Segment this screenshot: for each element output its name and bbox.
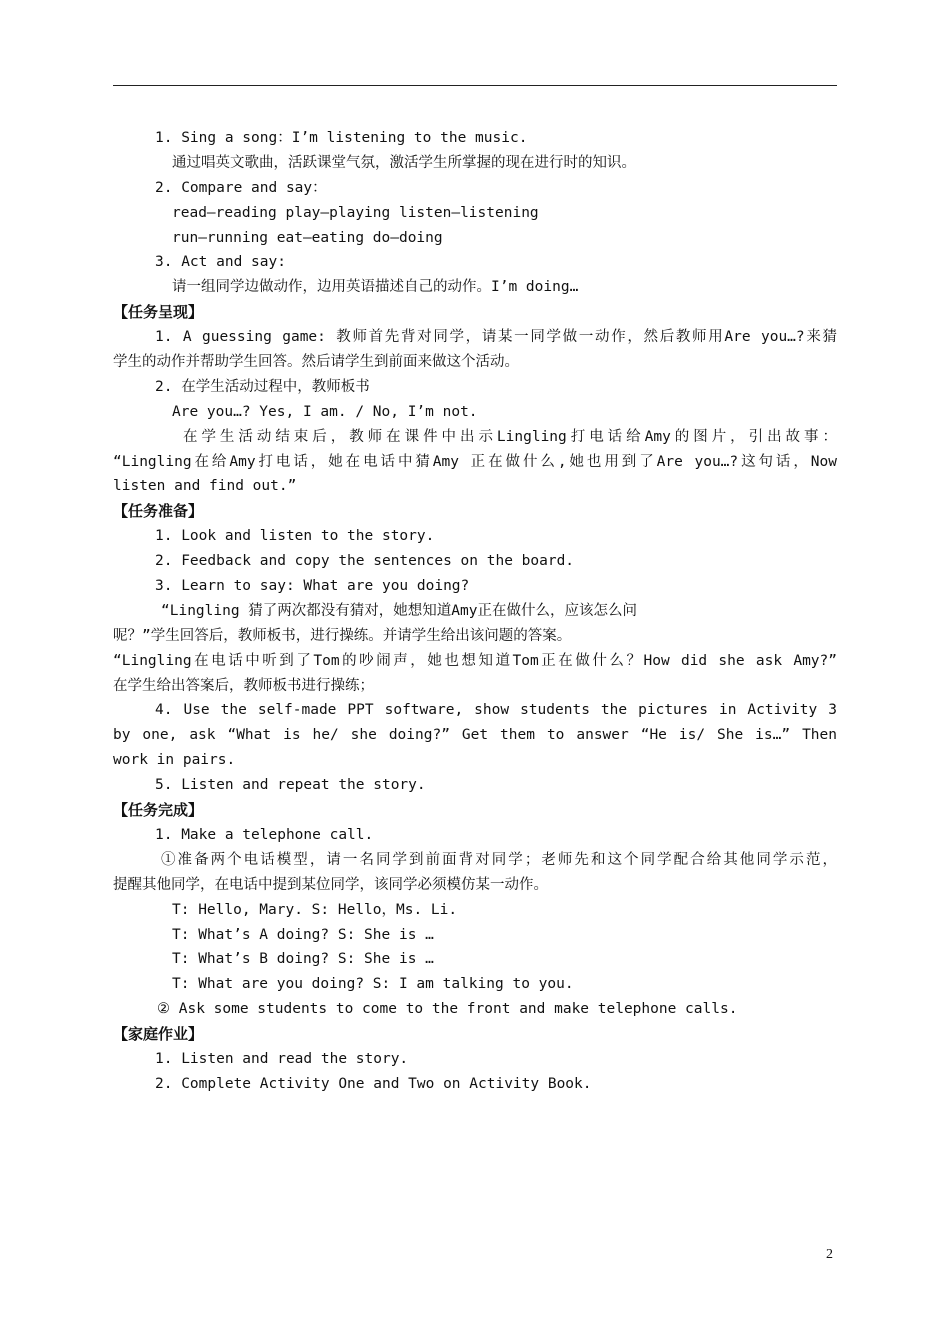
text-line: 通过唱英文歌曲，活跃课堂气氛，激活学生所掌握的现在进行时的知识。 (172, 154, 636, 171)
text-line: 请一组同学边做动作，边用英语描述自己的动作。I’m doing… (172, 279, 579, 296)
text-line: ② Ask some students to come to the front and make telephone calls. (157, 1001, 738, 1018)
header-rule (113, 85, 837, 86)
text-line: “Lingling在电话中听到了Tom的吵闹声，她也想知道Tom正在做什么？How did she ask Amy?” (113, 652, 837, 669)
text-line: run—running eat—eating do—doing (172, 229, 443, 246)
section-heading: 【任务准备】 (113, 502, 204, 521)
text-line: 1. Look and listen to the story. (155, 528, 435, 545)
text-line: 2. Complete Activity One and Two on Activity Book. (155, 1075, 592, 1092)
text-line: work in pairs. (113, 752, 236, 769)
text-line: 2. Compare and say： (155, 179, 327, 196)
text-line: 1. Make a telephone call. (155, 826, 374, 843)
text-line: 3. Act and say: (155, 254, 286, 271)
text-line: 3. Learn to say: What are you doing? (155, 578, 470, 595)
section-heading: 【家庭作业】 (113, 1025, 204, 1044)
text-line: 2. 在学生活动过程中，教师板书 (155, 378, 370, 395)
text-line: T: Hello, Mary. S: Hello，Ms. Li. (172, 901, 458, 918)
text-line: listen and find out.” (113, 478, 297, 495)
text-line: ①准备两个电话模型，请一名同学到前面背对同学；老师先和这个同学配合给其他同学示范， (161, 851, 837, 868)
page-number: 2 (826, 1247, 833, 1262)
text-line: 在学生活动结束后，教师在课件中出示Lingling打电话给Amy的图片，引出故事： (183, 428, 837, 445)
text-line: 呢？”学生回答后，教师板书，进行操练。并请学生给出该问题的答案。 (113, 627, 572, 644)
text-line: T: What’s A doing? S: She is … (172, 926, 434, 943)
section-heading: 【任务完成】 (113, 801, 204, 820)
text-line: 2. Feedback and copy the sentences on the board. (155, 553, 575, 570)
text-line: 1. A guessing game: 教师首先背对同学，请某一同学做一动作，然后教师用Are you…?来猜 (155, 329, 837, 346)
text-line: “Lingling 猜了两次都没有猜对，她想知道Amy正在做什么，应该怎么问 (161, 602, 637, 619)
text-line: by one, ask “What is he/ she doing?” Get them to answer “He is/ She is…” Then (113, 727, 837, 744)
text-line: read—reading play—playing listen—listening (172, 204, 539, 221)
document-body (113, 126, 837, 1097)
text-line: 学生的动作并帮助学生回答。然后请学生到前面来做这个活动。 (113, 354, 519, 371)
text-line: 在学生给出答案后，教师板书进行操练； (113, 677, 374, 694)
text-line: 提醒其他同学，在电话中提到某位同学，该同学必须模仿某一动作。 (113, 876, 548, 893)
text-line: T: What’s B doing? S: She is … (172, 951, 434, 968)
text-line: 4. Use the self-made PPT software, show students the pictures in Activity 3 (155, 702, 837, 719)
text-line: 5. Listen and repeat the story. (155, 777, 426, 794)
section-heading: 【任务呈现】 (113, 303, 204, 322)
text-line: 1. Sing a song：I’m listening to the music. (155, 130, 528, 146)
text-line: Are you…? Yes, I am. / No, I’m not. (172, 403, 478, 420)
text-line: “Lingling在给Amy打电话，她在电话中猜Amy 正在做什么,她也用到了Are you…?这句话，Now (113, 453, 837, 470)
text-line: T: What are you doing? S: I am talking to you. (172, 976, 574, 993)
text-line: 1. Listen and read the story. (155, 1050, 409, 1067)
